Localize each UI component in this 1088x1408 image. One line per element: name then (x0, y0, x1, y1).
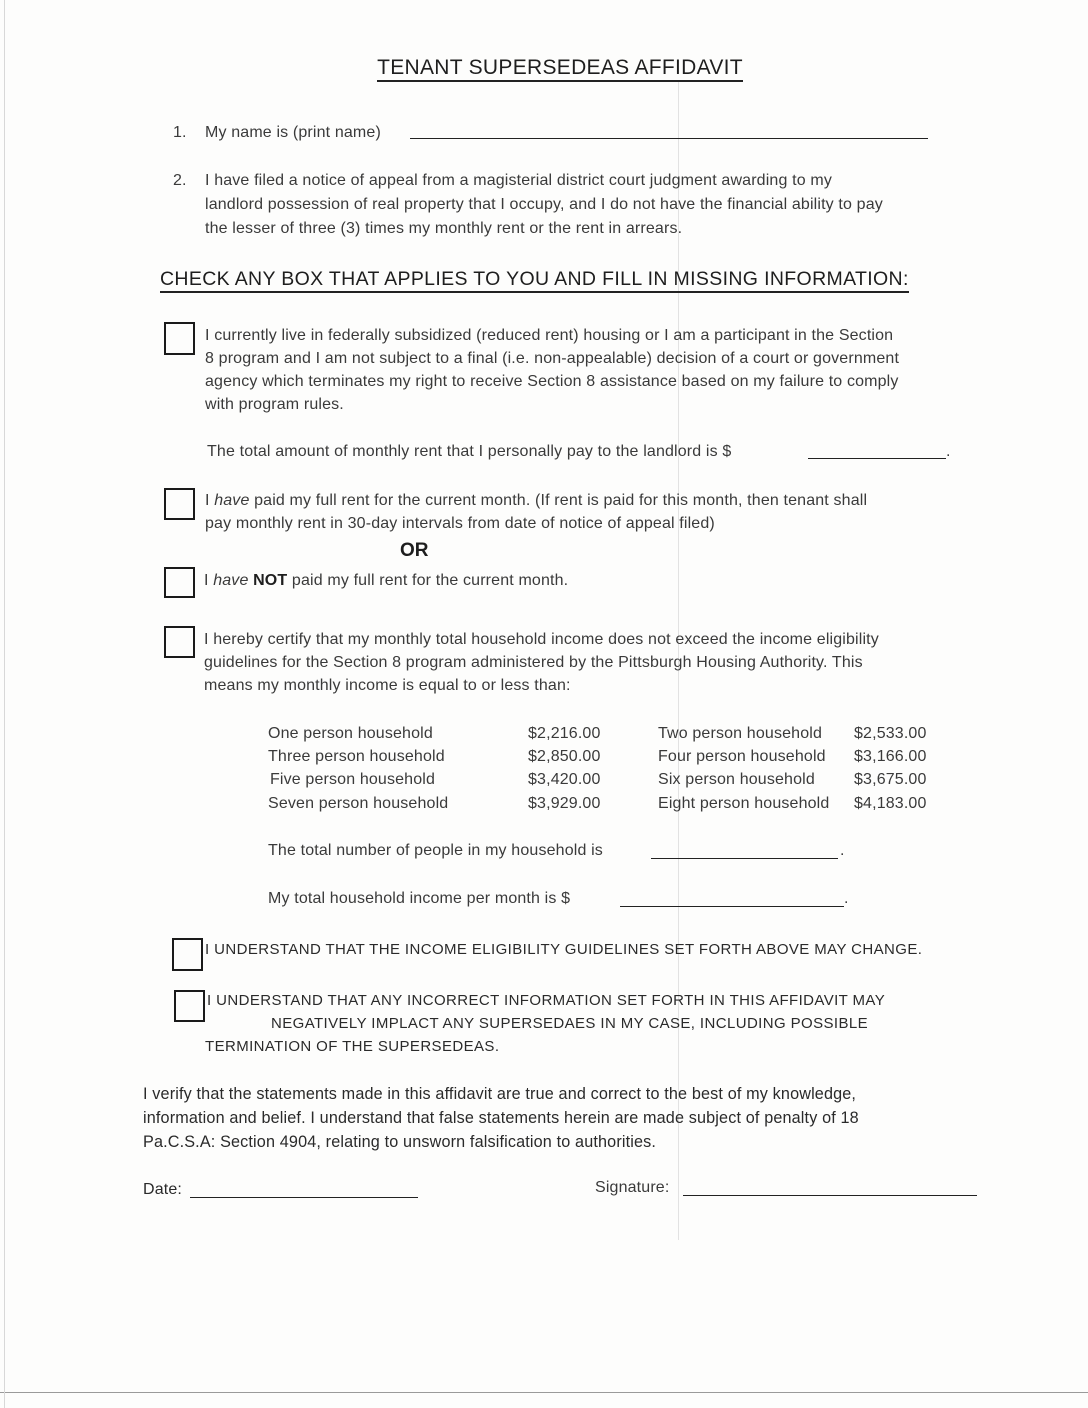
household-label: Three person household (268, 748, 445, 765)
not-paid-text: I have NOT paid my full rent for the current month. (204, 572, 569, 589)
household-amount: $2,850.00 (528, 748, 601, 765)
understand-change-text: I UNDERSTAND THAT THE INCOME ELIGIBILITY GUIDELINES SET FORTH ABOVE MAY CHANGE. (205, 941, 923, 958)
paid-rent-line2: pay monthly rent in 30-day intervals from date of notice of appeal filed) (205, 515, 715, 532)
household-income-field[interactable] (620, 906, 844, 907)
item2-line2: landlord possession of real property that I occupy, and I do not have the financial ability to pay (205, 196, 883, 213)
income-line2: guidelines for the Section 8 program administered by the Pittsburgh Housing Authority. This (204, 654, 863, 671)
household-amount: $2,533.00 (854, 725, 927, 742)
item2-number: 2. (173, 172, 187, 189)
monthly-rent-label: The total amount of monthly rent that I personally pay to the landlord is $ (207, 443, 732, 460)
monthly-rent-field[interactable] (808, 458, 946, 459)
income-certify-checkbox[interactable] (164, 626, 195, 658)
household-amount: $3,420.00 (528, 771, 601, 788)
household-label: Six person household (658, 771, 815, 788)
household-amount: $2,216.00 (528, 725, 601, 742)
item2-line1: I have filed a notice of appeal from a magisterial district court judgment awarding to my (205, 172, 832, 189)
subsidized-line4: with program rules. (205, 396, 344, 413)
household-amount: $3,675.00 (854, 771, 927, 788)
paid-rent-line1: I have paid my full rent for the current month. (If rent is paid for this month, then tenant shall (205, 492, 868, 509)
household-income-label: My total household income per month is $ (268, 890, 571, 907)
or-label: OR (400, 540, 429, 561)
household-income-period: . (844, 890, 849, 907)
household-size-period: . (840, 842, 845, 859)
verify-line3: Pa.C.S.A: Section 4904, relating to unsworn falsification to authorities. (143, 1133, 657, 1151)
household-amount: $3,166.00 (854, 748, 927, 765)
subsidized-line1: I currently live in federally subsidized (reduced rent) housing or I am a participant in the Section (205, 327, 894, 344)
item1-number: 1. (173, 124, 187, 141)
item2-line3: the lesser of three (3) times my monthly rent or the rent in arrears. (205, 220, 683, 237)
date-field[interactable] (190, 1197, 418, 1198)
understand-incorrect-line1: I UNDERSTAND THAT ANY INCORRECT INFORMATION SET FORTH IN THIS AFFIDAVIT MAY (207, 992, 886, 1009)
scan-left-edge (4, 0, 5, 1408)
verify-line2: information and belief. I understand that false statements herein are made subject of penalty of 18 (143, 1109, 859, 1127)
household-amount: $3,929.00 (528, 795, 601, 812)
monthly-rent-period: . (946, 443, 951, 460)
household-amount: $4,183.00 (854, 795, 927, 812)
subsidized-line2: 8 program and I am not subject to a final (i.e. non-appealable) decision of a court or government (205, 350, 900, 367)
print-name-field[interactable] (410, 138, 928, 139)
item1-label: My name is (print name) (205, 124, 381, 141)
verify-line1: I verify that the statements made in this affidavit are true and correct to the best of my knowledge, (143, 1085, 857, 1103)
household-label: Eight person household (658, 795, 830, 812)
scan-bottom-edge (0, 1392, 1088, 1393)
understand-change-checkbox[interactable] (172, 938, 203, 971)
not-paid-checkbox[interactable] (164, 567, 195, 598)
income-line1: I hereby certify that my monthly total household income does not exceed the income eligibility (204, 631, 879, 648)
household-label: Four person household (658, 748, 826, 765)
subsidized-checkbox[interactable] (164, 322, 195, 355)
household-label: Seven person household (268, 795, 449, 812)
subsidized-line3: agency which terminates my right to receive Section 8 assistance based on my failure to comply (205, 373, 899, 390)
household-label: Two person household (658, 725, 822, 742)
understand-incorrect-line2: NEGATIVELY IMPLACT ANY SUPERSEDAES IN MY CASE, INCLUDING POSSIBLE (271, 1015, 869, 1032)
check-heading: CHECK ANY BOX THAT APPLIES TO YOU AND FILL IN MISSING INFORMATION: (160, 268, 909, 293)
understand-incorrect-checkbox[interactable] (174, 990, 205, 1022)
signature-label: Signature: (595, 1179, 670, 1196)
income-line3: means my monthly income is equal to or less than: (204, 677, 571, 694)
household-label: One person household (268, 725, 433, 742)
understand-incorrect-line3: TERMINATION OF THE SUPERSEDEAS. (205, 1038, 500, 1055)
household-label: Five person household (270, 771, 436, 788)
signature-field[interactable] (683, 1195, 977, 1196)
paid-rent-checkbox[interactable] (164, 488, 195, 520)
household-size-field[interactable] (651, 858, 838, 859)
household-size-label: The total number of people in my household is (268, 842, 603, 859)
date-label: Date: (143, 1181, 182, 1198)
page-title: TENANT SUPERSEDEAS AFFIDAVIT (0, 56, 1088, 80)
